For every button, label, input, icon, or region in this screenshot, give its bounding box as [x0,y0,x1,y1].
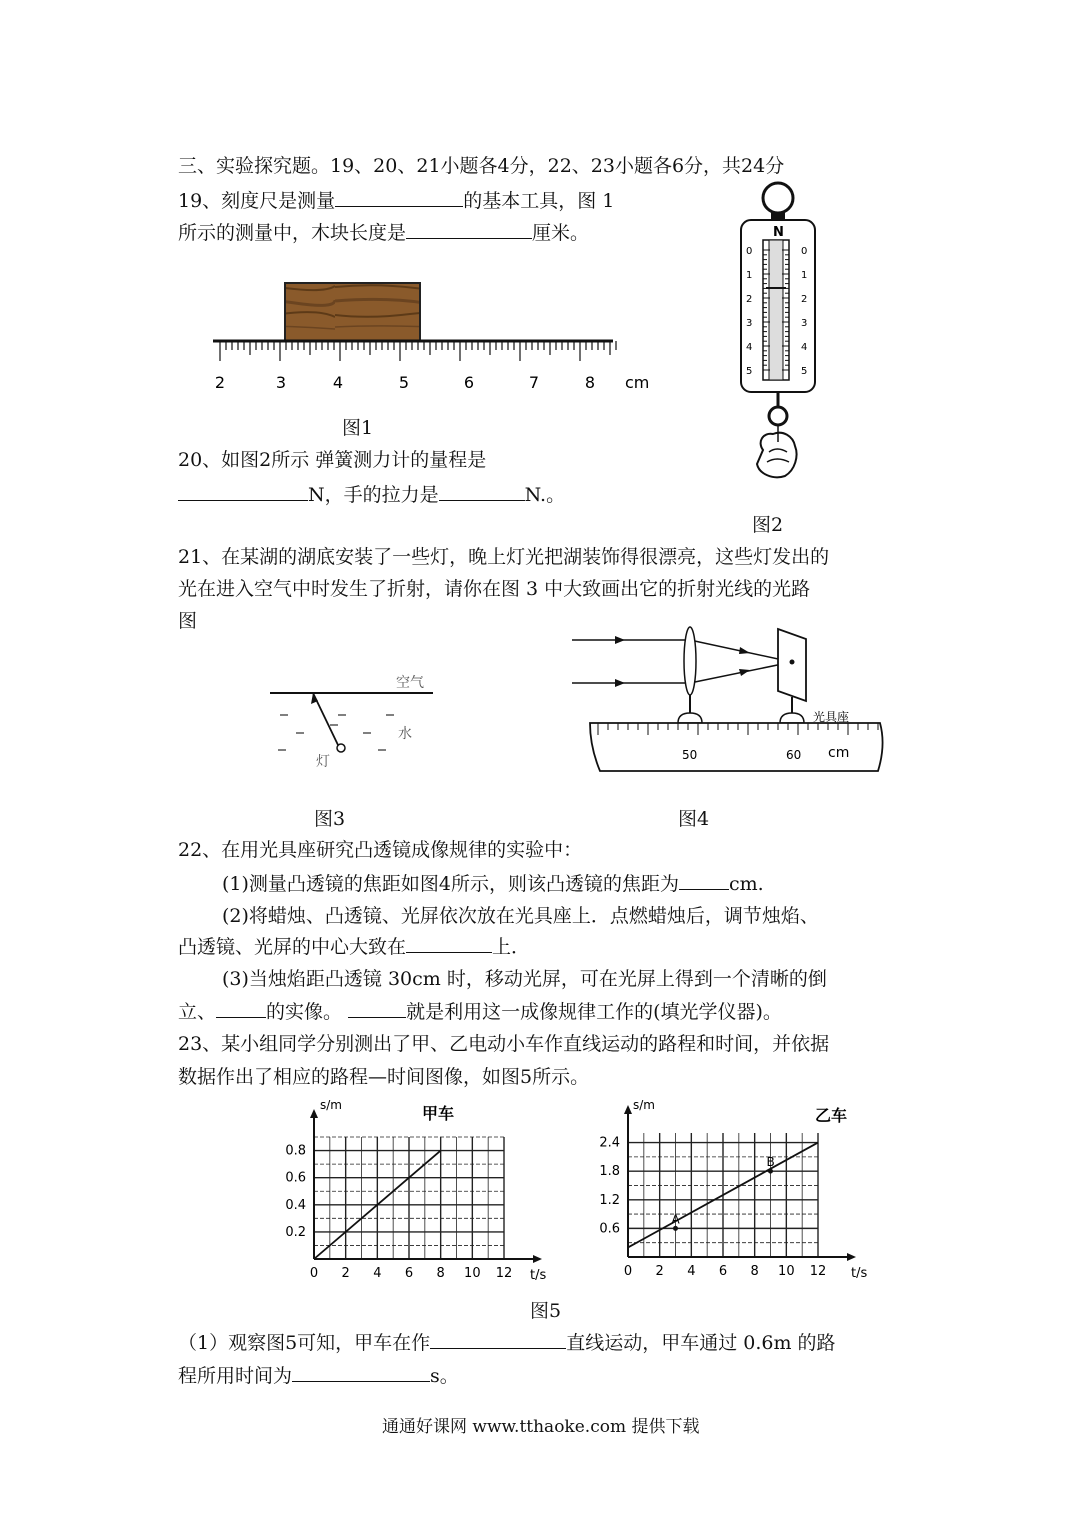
lamp-icon [337,744,345,752]
x-tick-label: 2 [341,1266,350,1281]
bottom-hook [769,407,787,425]
x-tick-label: 8 [436,1266,445,1281]
q19-text-b: 的基本工具，图 1 [463,190,615,212]
q23-p1-text-c: 程所用时间为 [178,1365,293,1387]
x-axis-arrow [847,1253,856,1261]
figure-5-caption: 图5 [530,1300,562,1322]
q22-part3-line1: (3)当烛焰距凸透镜 30cm 时，移动光屏，可在光屏上得到一个清晰的倒 [222,968,827,990]
figure-3-caption: 图3 [314,808,346,830]
chart-b-ylabel: s/m [633,1098,655,1112]
x-tick-label: 8 [750,1264,759,1279]
q22-blank-focal[interactable] [679,871,729,890]
x-tick-label: 10 [778,1264,795,1279]
chart-car-b [583,1097,883,1287]
q22-p2-text-b: 上． [492,936,531,958]
q23-p1-text-b: 直线运动，甲车通过 0.6m 的路 [566,1332,836,1354]
x-tick-label: 12 [495,1266,513,1281]
q19-text-c: 所示的测量中，木块长度是 [178,222,407,244]
y-tick-label: 0.6 [599,1221,620,1237]
x-tick-label: 0 [623,1264,633,1279]
scale-left-mark: 5 [746,366,753,377]
bench-tick-60: 60 [786,748,802,762]
y-axis-arrow [310,1109,318,1118]
scale-left-mark: 0 [746,246,753,257]
q22-p1-text-b: cm. [729,873,764,895]
scale-right-mark: 2 [801,294,808,305]
x-tick-label: 6 [718,1264,728,1279]
scale-right-mark: 5 [801,366,808,377]
point-label: A [671,1212,680,1227]
q22-line1: 22、在用光具座研究凸透镜成像规律的实验中： [178,839,583,861]
y-tick-label: 0.6 [285,1170,306,1186]
air-label: 空气 [396,675,424,691]
scale-left-mark: 2 [746,294,753,305]
q20-line1: 20、如图2所示 弹簧测力计的量程是 [178,449,487,471]
q22-part2-line2 [178,934,530,959]
q22-p3-text-b: 的实像。 [266,1001,343,1023]
footer: 通通好课网 www.tthaoke.com 提供下载 [382,1417,700,1437]
q23-p1-text-d: s。 [430,1365,459,1387]
y-tick-label: 0.8 [285,1143,306,1159]
y-axis-arrow [624,1105,632,1114]
ruler-labels [215,373,649,392]
x-axis-arrow [533,1255,542,1263]
q22-blank-instrument[interactable] [348,999,406,1018]
q21-line2: 光在进入空气中时发生了折射，请你在图 3 中大致画出它的折射光线的光路 [178,578,811,600]
chart-car-a [272,1097,562,1287]
bench-label: 光具座 [813,710,850,724]
ruler-label: 4 [332,373,344,392]
q21-line3: 图 [178,610,198,632]
chart-a-ylabel: s/m [320,1098,342,1112]
data-point [673,1226,678,1231]
scale-right-mark: 3 [801,318,808,329]
q22-part3-line2 [178,999,782,1024]
q20-text-a: N，手的拉力是 [308,484,439,506]
scale-left-mark: 4 [746,342,753,353]
figure-2-spring-scale [733,180,823,500]
y-tick-label: 2.4 [599,1135,620,1151]
bench-tick-50: 50 [682,748,698,762]
spring-tube [769,240,783,380]
y-tick-label: 0.4 [285,1197,306,1213]
figure-1-caption: 图1 [342,417,374,439]
x-tick-label: 0 [309,1266,319,1281]
ruler-label: 5 [398,373,410,392]
figure-3-refraction [268,670,448,770]
q22-p2-text-a: 凸透镜、光屏的中心大致在 [178,936,407,958]
q22-part1 [222,871,764,896]
section-header: 三、实验探究题。19、20、21小题各4分，22、23小题各6分，共24分 [178,155,785,177]
q22-blank-height[interactable] [406,934,492,953]
figure-4-optical-bench [570,625,890,775]
chart-a-title: 甲车 [422,1104,455,1123]
ruler-unit: cm [625,373,650,392]
top-ring [763,183,793,213]
ruler-label: 3 [275,373,287,392]
scale-right-mark: 0 [801,246,808,257]
x-tick-label: 4 [373,1266,382,1281]
q19-blank-1[interactable] [335,188,463,207]
q20-blank-range[interactable] [178,482,308,501]
q23-part1-line1 [178,1330,836,1355]
figure-4-caption: 图4 [678,808,710,830]
bench-unit: cm [828,745,850,761]
x-tick-label: 12 [809,1264,827,1279]
q23-blank-time[interactable] [292,1363,430,1382]
figure-2-caption: 图2 [752,514,784,536]
hand-icon [757,433,797,478]
y-tick-label: 0.2 [285,1224,306,1240]
q22-p1-text-a: (1)测量凸透镜的焦距如图4所示，则该凸透镜的焦距为 [222,873,680,895]
q23-line2: 数据作出了相应的路程—时间图像，如图5所示。 [178,1066,590,1088]
y-tick-label: 1.8 [599,1164,620,1180]
q19-text-d: 厘米。 [532,222,590,244]
newton-label: N [773,225,784,240]
q23-part1-line2 [178,1363,459,1388]
q20-text-b: N.。 [524,484,566,506]
figure-1-ruler [205,275,665,415]
x-tick-label: 6 [404,1266,414,1281]
scale-left-mark: 1 [746,270,753,281]
ruler-ticks [220,341,616,361]
water-label: 水 [398,726,412,742]
ruler-label: 6 [463,373,475,392]
q19-line2 [178,220,589,245]
data-point [768,1169,773,1174]
chart-b-title: 乙车 [815,1106,848,1125]
q23-p1-text-a: （1）观察图5可知，甲车在作 [178,1332,431,1354]
wood-block [285,283,420,341]
lamp-label: 灯 [316,754,330,770]
y-tick-label: 1.2 [599,1192,620,1208]
convex-lens [684,627,696,695]
scale-right-mark: 4 [801,342,808,353]
light-screen [778,629,806,701]
q23-blank-motion[interactable] [430,1330,566,1349]
q23-line1: 23、某小组同学分别测出了甲、乙电动小车作直线运动的路程和时间，并依据 [178,1033,830,1055]
ruler-label: 2 [214,373,226,392]
point-label: B [766,1155,775,1170]
q22-part2-line1: (2)将蜡烛、凸透镜、光屏依次放在光具座上．点燃蜡烛后，调节烛焰、 [222,905,819,927]
q20-line2 [178,482,565,507]
q22-blank-size[interactable] [216,999,266,1018]
water-dashes [278,715,394,750]
q22-p3-text-a: 立、 [178,1001,217,1023]
chart-b-xlabel: t/s [851,1266,868,1281]
scale-left-mark: 3 [746,318,753,329]
q19-line1 [178,188,614,213]
q22-p3-text-c: 就是利用这一成像规律工作的(填光学仪器)。 [406,1001,782,1023]
q19-blank-2[interactable] [406,220,532,239]
scale-right-mark: 1 [801,270,808,281]
ruler-label: 7 [528,373,540,392]
chart-a-xlabel: t/s [530,1268,547,1283]
x-tick-label: 10 [464,1266,481,1281]
q20-blank-force[interactable] [439,482,525,501]
x-tick-label: 2 [655,1264,664,1279]
ruler-label: 8 [584,373,596,392]
q19-text-a: 19、刻度尺是测量 [178,190,336,212]
x-tick-label: 4 [687,1264,696,1279]
q21-line1: 21、在某湖的湖底安装了一些灯，晚上灯光把湖装饰得很漂亮，这些灯发出的 [178,546,830,568]
